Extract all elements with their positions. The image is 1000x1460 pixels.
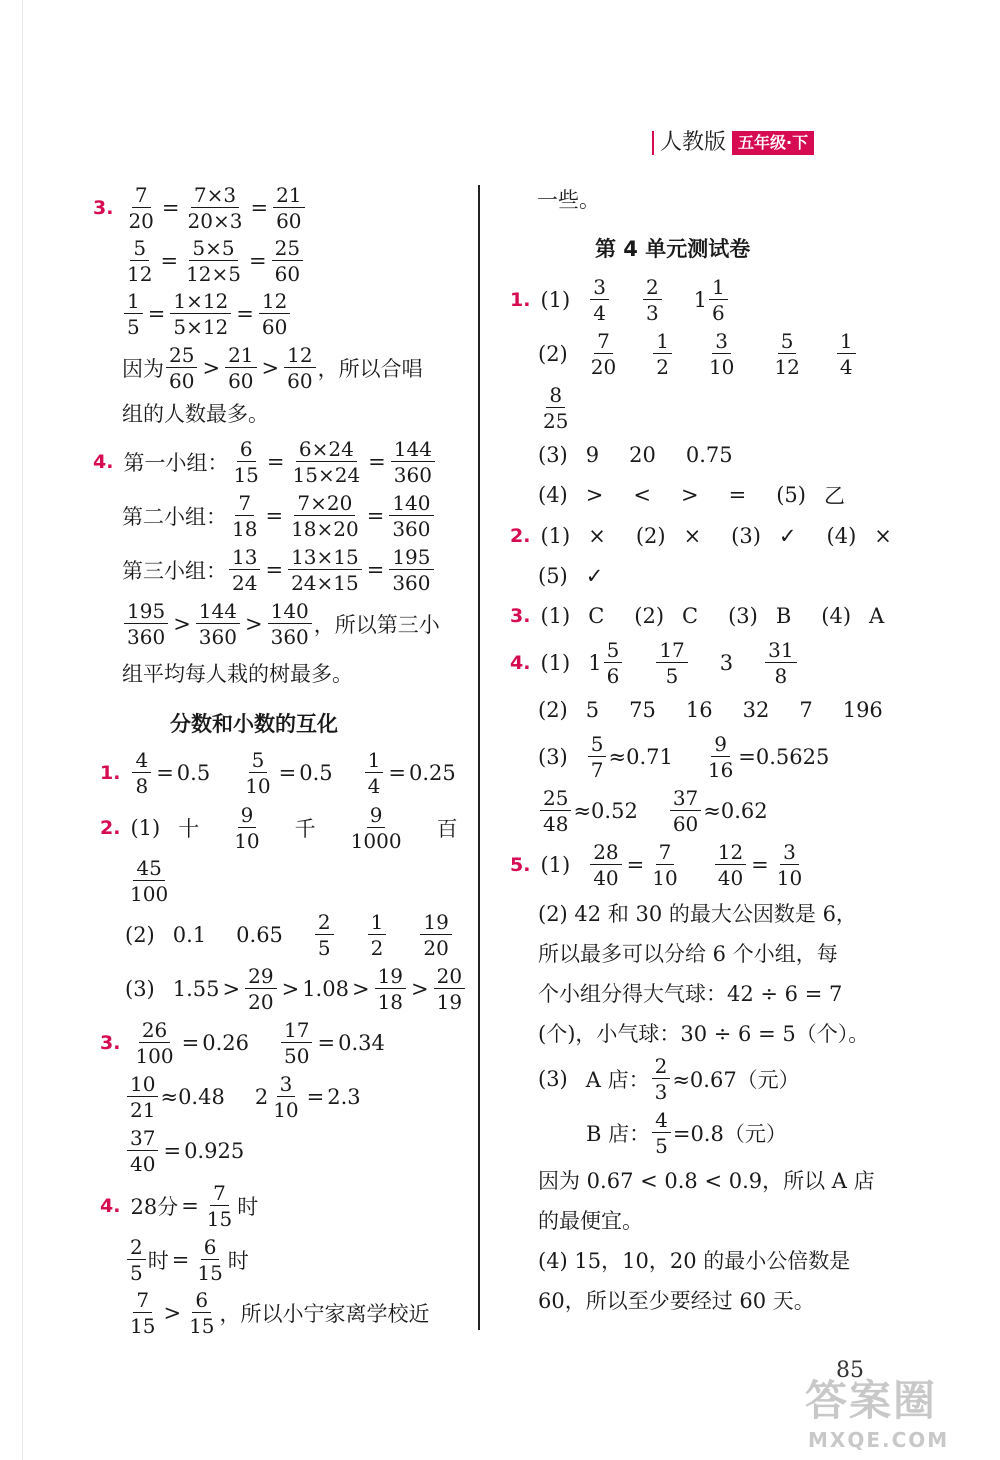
fraction: $\frac{4}{8}$ <box>132 750 151 796</box>
fraction: $\frac{7}{18}$ <box>232 491 258 541</box>
fraction: 6 15 <box>189 1288 215 1338</box>
fraction: $\frac{1}{4}$ <box>365 750 384 796</box>
fraction: $\frac{6\times 24}{15\times 24}$ <box>292 437 361 487</box>
fraction: 20 19 <box>434 966 465 1012</box>
answer-line: 3. $\frac{26}{100}$ = 0.26 $\frac{17}{50}$ = 0.34 <box>100 1018 385 1068</box>
fraction: 19 20 <box>420 912 451 958</box>
answer-line: (3) 1.55 > 29 20 > 1.08 > 19 18 > 20 19 <box>125 974 467 1004</box>
section-title: 第 4 单元测试卷 <box>595 237 751 261</box>
fraction: $\frac{37}{40}$ <box>127 1128 158 1174</box>
fraction: $\frac{9}{16}$ <box>707 732 734 782</box>
answer-line: 4. 28分 = $\frac{7}{15}$ 时 <box>100 1181 259 1231</box>
fraction: 21 60 <box>225 345 256 391</box>
answer-text: 组平均每人栽的树最多。 <box>122 662 353 686</box>
fraction: $\frac{5}{10}$ <box>245 748 271 798</box>
answer-line: 2. (1) 十 9 10 千 9 1000 百 <box>100 803 458 853</box>
answer-text: 所以最多可以分给 6 个小组，每 <box>538 942 838 966</box>
fraction: $\frac{12}{40}$ <box>715 842 746 888</box>
answer-line: 3. $\frac{7}{20}$ = $\frac{7\times 3}{20\times 3}$ = $\frac{21}{60}$ <box>93 193 307 223</box>
answer-text: (个)，小气球：30 ÷ 6 = 5（个）。 <box>538 1022 870 1046</box>
answer-line: 3. (1) C (2) C (3) B (4) A <box>510 604 885 628</box>
fraction: 2 3 <box>643 277 662 323</box>
answer-line: 195 360 > 144 360 > 140 360 ，所以第三小 <box>122 609 440 639</box>
fraction: $\frac{25}{60}$ <box>272 238 303 284</box>
fraction: $\frac{7}{15}$ <box>206 1181 233 1231</box>
question-number: 5. <box>510 854 531 876</box>
fraction: $\frac{6}{15}$ <box>197 1235 223 1285</box>
fraction: 8 25 <box>543 383 569 433</box>
fraction: 140 360 <box>268 601 312 647</box>
answer-text: 60，所以至少要经过 60 天。 <box>538 1289 815 1313</box>
question-number: 3. <box>510 605 531 627</box>
fraction: $\frac{13}{24}$ <box>229 547 260 593</box>
watermark-url: MXQE.COM <box>808 1428 950 1452</box>
answer-line: B 店： $\frac{4}{5}$ =0.8（元） <box>586 1108 787 1158</box>
question-number: 4. <box>510 652 531 674</box>
fraction: 7 15 <box>130 1288 156 1338</box>
answer-line: (2) 5 75 16 32 7 196 <box>538 698 883 722</box>
publisher-label: 人教版 <box>652 131 732 155</box>
fraction: 7 20 <box>590 329 617 379</box>
fraction: 5 6 <box>604 640 623 686</box>
question-number: 3. <box>100 1032 121 1054</box>
answer-text: 组的人数最多。 <box>122 402 269 426</box>
answer-line: 因为 25 60 > 21 60 > 12 60 ，所以合唱 <box>122 343 423 393</box>
fraction: $\frac{144}{360}$ <box>391 439 435 485</box>
book-header <box>652 129 814 157</box>
answer-text: 个小组分得大气球：42 ÷ 6 = 7 <box>538 982 843 1006</box>
fraction: $\frac{25}{48}$ <box>540 788 571 834</box>
answer-text: (2) 42 和 30 的最大公因数是 6， <box>538 902 857 926</box>
section-title: 分数和小数的互化 <box>170 712 338 736</box>
fraction: 1 2 <box>368 912 387 958</box>
fraction: $\frac{1\times 12}{5\times 12}$ <box>170 291 231 337</box>
answer-line: $\frac{25}{48}$ ≈0.52 $\frac{37}{60}$ ≈0.62 <box>538 796 768 826</box>
fraction: $\frac{13\times 15}{24\times 15}$ <box>288 547 362 593</box>
fraction: 9 10 <box>234 803 260 853</box>
fraction: $\frac{2}{3}$ <box>652 1056 671 1102</box>
answer-line: (5) ✓ <box>538 564 604 588</box>
fraction: 12 60 <box>284 345 315 391</box>
answer-line: 7 15 > 6 15 ，所以小宁家离学校近 <box>125 1298 430 1328</box>
fraction: 195 360 <box>124 601 168 647</box>
fraction: $\frac{12}{60}$ <box>259 291 290 337</box>
fraction: 3 4 <box>590 277 609 323</box>
fraction: 29 20 <box>245 966 276 1012</box>
fraction: 31 8 <box>765 640 796 686</box>
answer-line: $\frac{5}{12}$ = $\frac{5\times 5}{12\times 5}$ = $\frac{25}{60}$ <box>122 246 305 276</box>
fraction: 1 2 <box>653 331 672 377</box>
answer-line <box>125 856 173 906</box>
answer-text: (4) 15，10，20 的最小公倍数是 <box>538 1249 851 1273</box>
fraction: 2 5 <box>315 912 334 958</box>
fraction: $\frac{140}{360}$ <box>389 493 433 539</box>
answer-line: 5. (1) $\frac{28}{40}$ = $\frac{7}{10}$ $\frac{12}{40}$ = $\frac{3}{10}$ <box>510 850 807 880</box>
fraction: $\frac{195}{360}$ <box>389 547 433 593</box>
page-edge-line <box>22 0 23 1460</box>
watermark-logo: 答案圈 <box>805 1376 938 1425</box>
fraction: 19 18 <box>375 966 406 1012</box>
answer-line: (3) 9 20 0.75 <box>538 443 733 467</box>
fraction: $\frac{5}{12}$ <box>127 236 153 286</box>
column-divider <box>478 185 480 1330</box>
fraction: $\frac{7\times 20}{18\times 20}$ <box>291 491 359 541</box>
fraction: 1 6 <box>709 277 728 323</box>
answer-line: 1. (1) 3 4 2 3 1 1 6 <box>510 285 730 315</box>
answer-line: $\frac{1}{5}$ = $\frac{1\times 12}{5\times 12}$ = $\frac{12}{60}$ <box>122 299 292 329</box>
fraction: $\frac{7}{20}$ <box>128 183 154 233</box>
fraction: 9 1000 <box>350 803 402 853</box>
fraction: $\frac{5}{7}$ <box>588 734 607 780</box>
fraction: $\frac{1}{5}$ <box>124 291 143 337</box>
fraction: $\frac{37}{60}$ <box>670 788 701 834</box>
question-number: 3. <box>93 197 114 219</box>
question-number: 1. <box>510 289 531 311</box>
fraction: 25 60 <box>166 345 197 391</box>
question-number: 4. <box>100 1195 121 1217</box>
fraction: 144 360 <box>196 601 240 647</box>
grade-badge: 五年级·下 <box>732 131 814 155</box>
answer-line: (3) $\frac{5}{7}$ ≈0.71 $\frac{9}{16}$ =0.5625 <box>538 732 830 782</box>
page-number: 85 <box>836 1358 864 1383</box>
fraction: 17 5 <box>656 640 687 686</box>
question-number: 4. <box>93 451 114 473</box>
question-number: 2. <box>510 525 531 547</box>
fraction: $\frac{3}{10}$ <box>776 840 803 890</box>
fraction: $\frac{26}{100}$ <box>135 1018 174 1068</box>
answer-line: 2. (1) × (2) × (3) ✓ (4) × <box>510 524 892 548</box>
fraction: 45 100 <box>130 856 169 906</box>
fraction: $\frac{7\times 3}{20\times 3}$ <box>187 183 243 233</box>
fraction: $\frac{5\times 5}{12\times 5}$ <box>186 236 241 286</box>
answer-text: 的最便宜。 <box>538 1209 643 1233</box>
answer-line: 1. $\frac{4}{8}$ = 0.5 $\frac{5}{10}$ = 0.5 $\frac{1}{4}$ = 0.25 <box>100 748 456 798</box>
fraction: $\frac{7}{10}$ <box>652 840 678 890</box>
answer-text: 一些。 <box>537 188 600 212</box>
fraction: 1 4 <box>837 331 856 377</box>
answer-line: $\frac{10}{21}$ ≈ 0.48 2 $\frac{3}{10}$ = 2.3 <box>125 1082 361 1112</box>
answer-line: $\frac{37}{40}$ = 0.925 <box>125 1136 244 1166</box>
answer-line: 2 5 时 = $\frac{6}{15}$ 时 <box>125 1245 249 1275</box>
fraction: 2 5 <box>127 1237 146 1283</box>
answer-line: (4) > < > = (5) 乙 <box>538 483 845 508</box>
answer-line: 第三小组： $\frac{13}{24}$ = $\frac{13\times 15}{24\times 15}$ = $\frac{195}{360}$ <box>122 555 436 585</box>
fraction: $\frac{28}{40}$ <box>590 842 621 888</box>
fraction: 5 12 <box>774 329 800 379</box>
question-number: 2. <box>100 817 121 839</box>
answer-line: 第二小组： $\frac{7}{18}$ = $\frac{7\times 20}{18\times 20}$ = $\frac{140}{360}$ <box>122 501 436 531</box>
fraction: $\frac{17}{50}$ <box>281 1020 312 1066</box>
fraction: $\frac{3}{10}$ <box>273 1072 299 1122</box>
answer-line: 4. 第一小组： $\frac{6}{15}$ = $\frac{6\times 24}{15\times 24}$ = $\frac{144}{360}$ <box>93 447 437 477</box>
question-number: 1. <box>100 762 121 784</box>
answer-line: (2) 7 20 1 2 3 10 5 12 1 4 <box>538 339 858 369</box>
answer-line: 4. (1) 1 5 6 17 5 3 31 8 <box>510 648 799 678</box>
fraction: $\frac{10}{21}$ <box>127 1074 158 1120</box>
answer-text: 因为 0.67 < 0.8 < 0.9，所以 A 店 <box>538 1169 875 1193</box>
fraction: $\frac{21}{60}$ <box>273 185 304 231</box>
answer-line <box>538 383 573 433</box>
answer-line: (2) 0.1 0.65 2 5 1 2 19 20 <box>125 920 454 950</box>
fraction: $\frac{6}{15}$ <box>233 437 259 487</box>
answer-line: (3) A 店： $\frac{2}{3}$ ≈0.67（元） <box>538 1054 800 1104</box>
fraction: $\frac{4}{5}$ <box>652 1110 671 1156</box>
fraction: 3 10 <box>708 329 735 379</box>
